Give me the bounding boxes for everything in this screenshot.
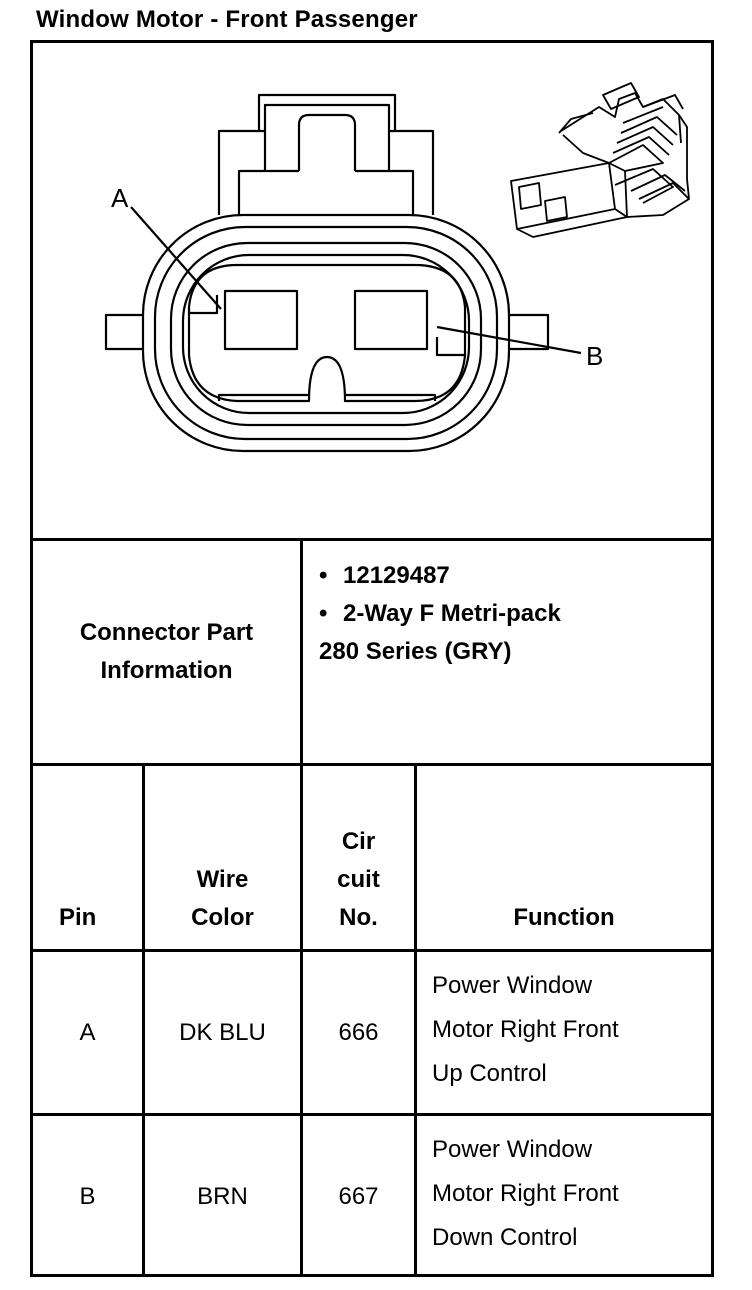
header-function bbox=[417, 766, 711, 949]
header-circuit-line: cuit bbox=[337, 866, 380, 893]
connector-part-label-line: Connector Part bbox=[79, 619, 254, 646]
pin-b-callout: B bbox=[586, 341, 604, 371]
function-line: Motor Right Front bbox=[432, 1180, 619, 1207]
connector-part-label-line: Information bbox=[100, 657, 233, 684]
connector-face-diagram bbox=[3, 3, 752, 543]
bullet-icon: • bbox=[319, 562, 328, 589]
header-circuit-line: No. bbox=[339, 904, 378, 931]
terminal-b bbox=[355, 291, 427, 349]
connector-series: 280 Series (GRY) bbox=[319, 638, 512, 665]
cell-wire-color: BRN bbox=[145, 1116, 303, 1277]
part-info-bullet-item bbox=[303, 557, 703, 595]
header-circuit-line: Cir bbox=[341, 828, 376, 855]
bullet-icon: • bbox=[319, 600, 328, 627]
connector-housing bbox=[143, 215, 509, 451]
connector-sheet bbox=[30, 40, 714, 1277]
header-wire-color bbox=[145, 766, 303, 949]
connector-diagram-cell bbox=[33, 43, 711, 541]
connector-type: 2-Way F Metri-pack bbox=[343, 600, 561, 627]
cell-pin: A bbox=[33, 952, 145, 1113]
header-circuit bbox=[303, 766, 417, 949]
connector-part-row bbox=[33, 541, 711, 766]
cell-function bbox=[417, 952, 711, 1113]
page-title: Window Motor - Front Passenger bbox=[36, 6, 418, 33]
cell-wire-color: DK BLU bbox=[145, 952, 303, 1113]
part-number: 12129487 bbox=[343, 562, 450, 589]
header-wire-color-line: Wire bbox=[196, 866, 249, 893]
part-info-bullet-item bbox=[303, 595, 703, 633]
terminal-a bbox=[225, 291, 297, 349]
header-wire-color-line: Color bbox=[191, 904, 254, 931]
locking-tab bbox=[219, 95, 433, 215]
header-pin-text: Pin bbox=[59, 904, 97, 931]
terminal-cavity bbox=[189, 265, 465, 401]
cell-circuit: 667 bbox=[303, 1116, 417, 1277]
function-line: Power Window bbox=[432, 1136, 593, 1163]
header-function-text: Function bbox=[513, 904, 615, 931]
connector-part-label bbox=[33, 541, 303, 763]
cell-pin: B bbox=[33, 1116, 145, 1277]
cell-circuit: 666 bbox=[303, 952, 417, 1113]
table-row bbox=[33, 1116, 711, 1277]
cell-function bbox=[417, 1116, 711, 1277]
table-row bbox=[33, 952, 711, 1116]
pin-a-callout: A bbox=[111, 183, 129, 213]
function-line: Up Control bbox=[432, 1060, 547, 1087]
header-pin bbox=[33, 766, 145, 949]
function-line: Down Control bbox=[432, 1224, 578, 1251]
connector-isometric-view bbox=[511, 83, 689, 237]
table-header-row bbox=[33, 766, 711, 952]
function-line: Power Window bbox=[432, 972, 593, 999]
connector-part-info bbox=[303, 557, 703, 671]
function-line: Motor Right Front bbox=[432, 1016, 619, 1043]
